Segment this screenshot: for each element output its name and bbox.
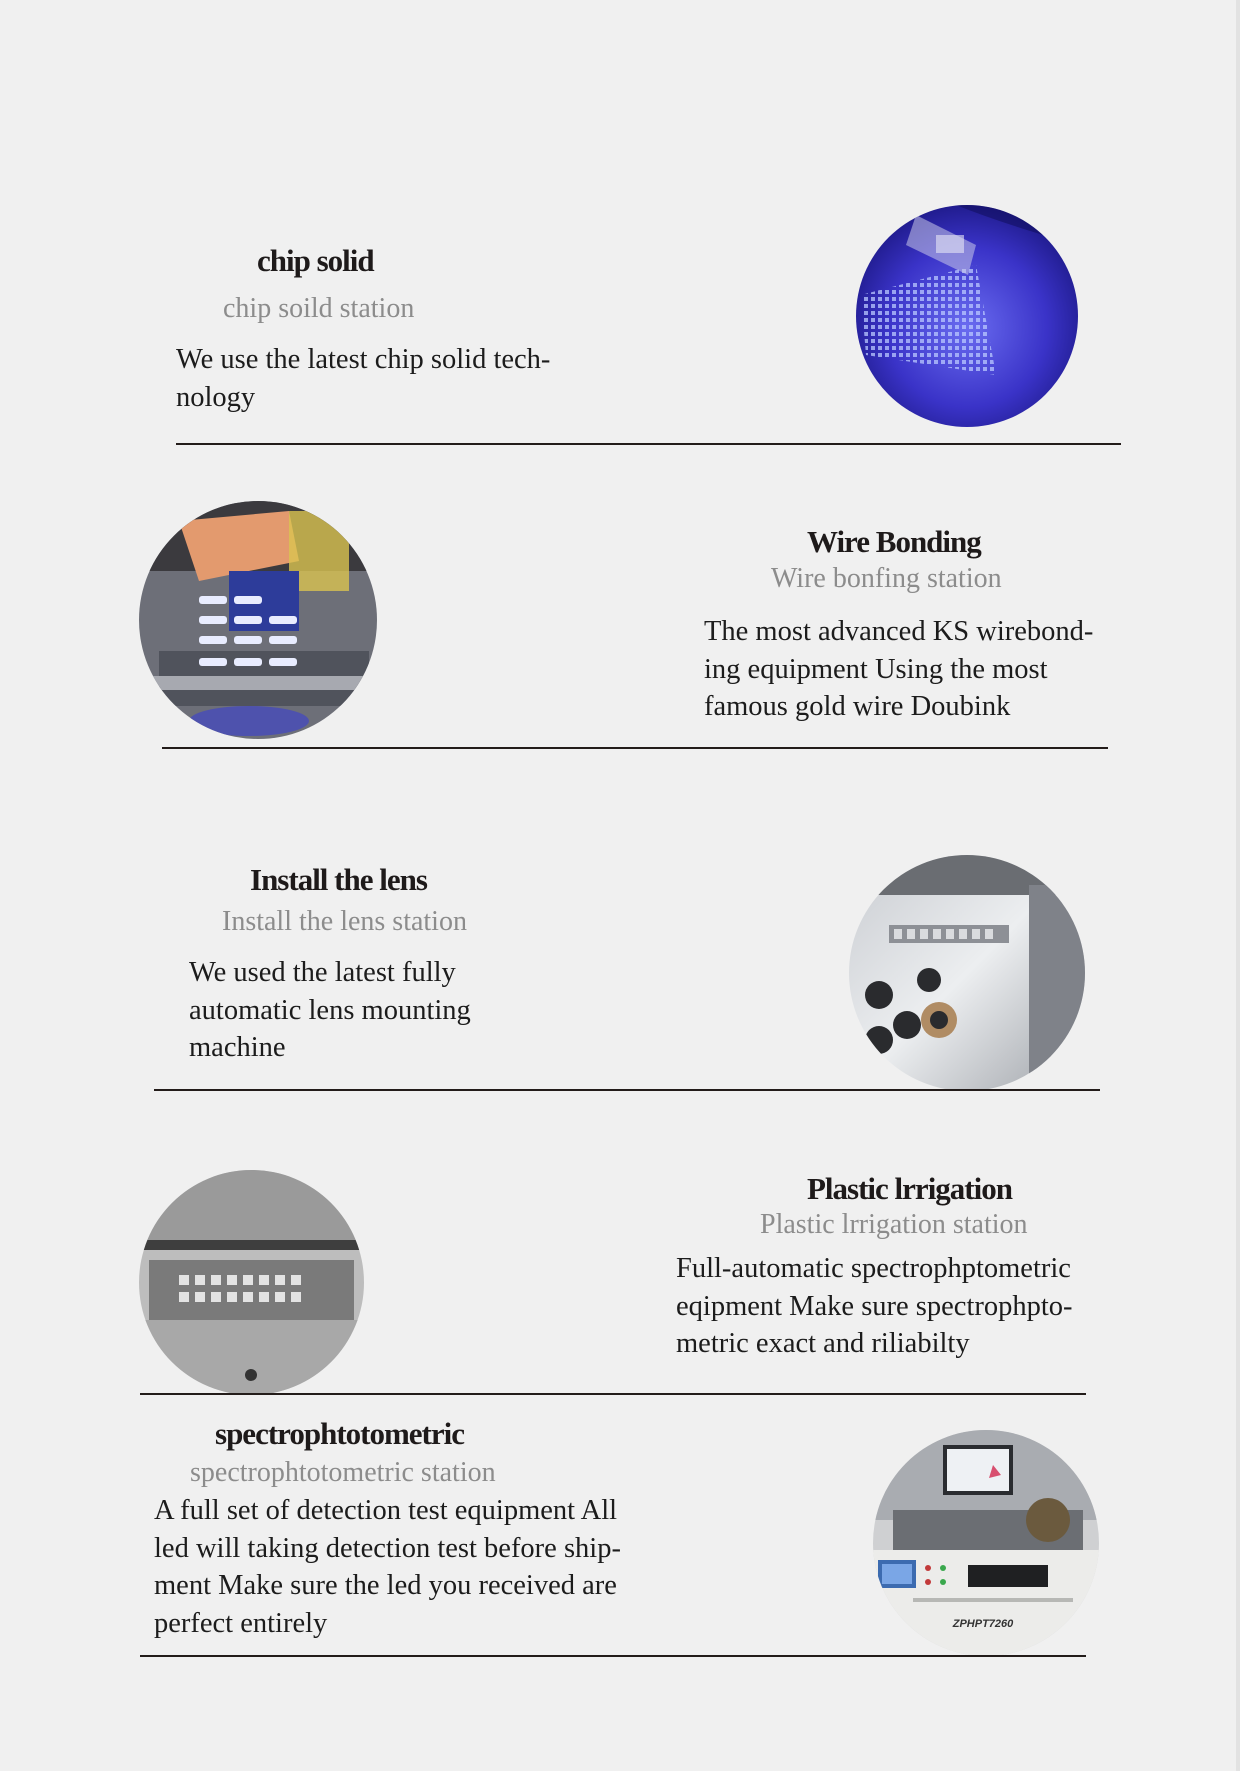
plastic-irrigation-title: Plastic lrrigation — [807, 1171, 1012, 1206]
machine-label: ZPHPT7260 — [952, 1618, 1014, 1630]
spectrophotometric-title: spectrophtotometric — [215, 1416, 465, 1451]
chip-solid-subtitle: chip soild station — [223, 293, 415, 324]
section-divider — [162, 747, 1108, 749]
chip-solid-description: We use the latest chip solid tech- nology — [176, 344, 551, 413]
wire-bonding-description: The most advanced KS wirebond- ing equipment Using the most famous gold wire Doubink — [704, 616, 1094, 722]
lens-install-title: Install the lens — [250, 862, 427, 897]
wire-bonding-title: Wire Bonding — [807, 524, 981, 559]
page-edge — [1236, 0, 1240, 1771]
plastic-irrigation-subtitle: Plastic lrrigation station — [760, 1209, 1028, 1240]
chip-solid-station-photo — [856, 205, 1078, 427]
wire-bonding-station-photo — [139, 501, 377, 739]
spectrophotometric-subtitle: spectrophtotometric station — [190, 1457, 496, 1488]
plastic-irrigation-description: Full-automatic spectrophptometric eqipment Make sure spectrophpto- metric exact and riliabilty — [676, 1253, 1073, 1359]
plastic-irrigation-station-photo — [139, 1170, 364, 1395]
chip-solid-title: chip solid — [257, 243, 374, 278]
section-divider — [176, 443, 1121, 445]
section-divider — [154, 1089, 1100, 1091]
spectrophotometric-station-photo — [873, 1430, 1099, 1656]
spectrophotometric-description: A full set of detection test equipment All led will taking detection test before ship- ment Make sure the led you received are perfect entirely — [154, 1495, 621, 1639]
lens-install-description: We used the latest fully automatic lens mounting machine — [189, 957, 471, 1063]
lens-install-station-photo — [849, 855, 1085, 1091]
lens-install-subtitle: Install the lens station — [222, 906, 467, 937]
wire-bonding-subtitle: Wire bonfing station — [771, 563, 1002, 594]
section-divider — [140, 1655, 1086, 1657]
section-divider — [140, 1393, 1086, 1395]
